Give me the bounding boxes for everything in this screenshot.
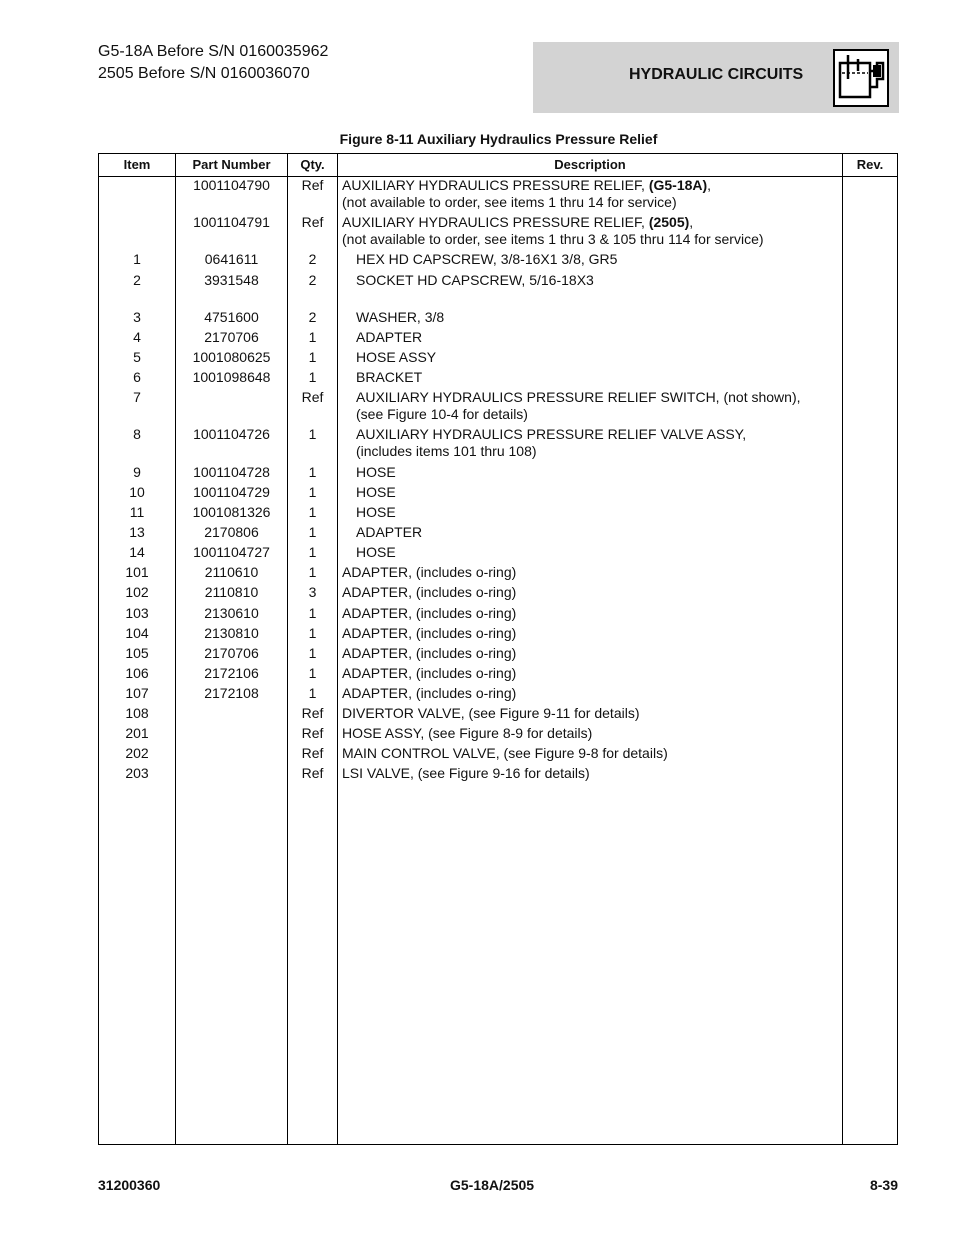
description-text: HOSE: [356, 544, 396, 560]
figure-title: Figure 8-11 Auxiliary Hydraulics Pressure Relief: [339, 131, 658, 147]
qty-cell: 2: [308, 272, 317, 288]
qty-cell: 1: [308, 464, 317, 480]
part-number-cell: 1001104728: [193, 464, 270, 480]
column-divider: [842, 154, 843, 1144]
description-line: [342, 725, 842, 742]
description-line: [356, 484, 856, 501]
item-cell: 7: [133, 389, 141, 405]
description-line: [356, 504, 856, 521]
description-line: [356, 544, 856, 561]
description-cell: [356, 309, 856, 326]
part-number-cell: 1001081326: [192, 504, 271, 520]
column-header-description: Description: [554, 157, 626, 172]
description-cell: [342, 605, 842, 622]
part-number-cell: 2170706: [204, 329, 259, 345]
description-line: [356, 309, 856, 326]
part-number-cell: 2172106: [204, 665, 259, 681]
model-serial-line-1: G5-18A Before S/N 0160035962: [98, 43, 329, 60]
description-line: [342, 564, 842, 581]
column-divider: [337, 154, 338, 1144]
description-cell: [356, 544, 856, 561]
description-cell: [356, 329, 856, 346]
description-text: HOSE: [356, 464, 396, 480]
part-number-cell: 2130810: [204, 625, 259, 641]
part-number-cell: 1001104790: [193, 177, 270, 193]
section-header-box: [533, 42, 899, 113]
item-cell: 2: [133, 272, 141, 288]
description-text: ADAPTER, (includes o-ring): [342, 645, 517, 661]
section-title: HYDRAULIC CIRCUITS: [629, 66, 804, 83]
qty-cell: 1: [308, 685, 317, 701]
model-serial-line-2: 2505 Before S/N 0160036070: [98, 65, 310, 82]
item-cell: 3: [133, 309, 141, 325]
description-text: AUXILIARY HYDRAULICS PRESSURE RELIEF SWITCH, (not shown),: [356, 389, 801, 405]
description-note: (see Figure 10-4 for details): [356, 406, 528, 422]
description-punctuation: ,: [707, 177, 712, 193]
description-cell: [356, 464, 856, 481]
description-line: [356, 426, 856, 443]
description-cell: [356, 426, 856, 460]
item-cell: 11: [129, 504, 145, 520]
item-cell: 6: [133, 369, 141, 385]
part-number-cell: 2110610: [204, 564, 259, 580]
description-text: DIVERTOR VALVE, (see Figure 9-11 for details): [342, 705, 640, 721]
item-cell: 9: [133, 464, 141, 480]
description-line: [356, 524, 856, 541]
description-line: [356, 389, 856, 406]
qty-cell: Ref: [301, 389, 324, 405]
part-number-cell: 2110810: [204, 584, 259, 600]
qty-cell: 1: [308, 329, 317, 345]
item-cell: 4: [133, 329, 141, 345]
column-header-item: Item: [123, 157, 151, 172]
item-cell: 13: [129, 524, 145, 540]
description-note: (not available to order, see items 1 thru 3 & 105 thru 114 for service): [342, 231, 764, 247]
qty-cell: 2: [308, 309, 317, 325]
part-number-cell: 2170706: [204, 645, 259, 661]
description-text: SOCKET HD CAPSCREW, 5/16-18X3: [356, 272, 594, 288]
item-cell: 104: [125, 625, 149, 641]
description-cell: [356, 251, 856, 268]
description-line: [342, 745, 842, 762]
description-line: [356, 329, 856, 346]
description-line: [356, 272, 856, 289]
footer-model: G5-18A/2505: [450, 1177, 535, 1193]
item-cell: 14: [129, 544, 145, 560]
qty-cell: 1: [308, 625, 317, 641]
part-number-cell: 0641611: [204, 251, 259, 267]
qty-cell: 1: [308, 564, 317, 580]
description-cell: [356, 369, 856, 386]
description-line: [356, 349, 856, 366]
hydraulic-tank-icon: [833, 49, 889, 107]
footer-doc-number: 31200360: [98, 1177, 161, 1193]
qty-cell: 1: [308, 605, 317, 621]
qty-cell: 2: [308, 251, 317, 267]
item-cell: 102: [125, 584, 149, 600]
description-line: [356, 369, 856, 386]
description-text: ADAPTER: [356, 524, 423, 540]
description-text: ADAPTER: [356, 329, 423, 345]
description-cell: [356, 504, 856, 521]
qty-cell: 1: [308, 645, 317, 661]
description-text: ADAPTER, (includes o-ring): [342, 564, 517, 580]
description-line: [356, 464, 856, 481]
item-cell: 1: [133, 251, 141, 267]
description-cell: [356, 272, 856, 289]
description-text: ADAPTER, (includes o-ring): [342, 605, 517, 621]
description-text: AUXILIARY HYDRAULICS PRESSURE RELIEF VALVE ASSY,: [356, 426, 747, 442]
qty-cell: Ref: [301, 765, 324, 781]
qty-cell: 1: [308, 369, 317, 385]
description-cell: [342, 765, 842, 782]
item-cell: 8: [133, 426, 141, 442]
item-cell: 103: [125, 605, 149, 621]
description-cell: [342, 625, 842, 642]
description-text: AUXILIARY HYDRAULICS PRESSURE RELIEF,: [342, 214, 649, 230]
description-line: [342, 584, 842, 601]
description-text: MAIN CONTROL VALVE, (see Figure 9-8 for details): [342, 745, 668, 761]
part-number-cell: 2170806: [204, 524, 259, 540]
description-text: LSI VALVE, (see Figure 9-16 for details): [342, 765, 590, 781]
description-text: WASHER, 3/8: [356, 309, 445, 325]
item-cell: 201: [125, 725, 149, 741]
item-cell: 101: [125, 564, 149, 580]
description-cell: [342, 645, 842, 662]
part-number-cell: 1001104791: [193, 214, 270, 230]
description-cell: [342, 745, 842, 762]
description-line: [342, 605, 842, 622]
description-line: [342, 645, 842, 662]
part-number-cell: 3931548: [204, 272, 259, 288]
part-number-cell: 1001104727: [193, 544, 270, 560]
qty-cell: 1: [308, 524, 317, 540]
item-cell: 108: [125, 705, 149, 721]
description-cell: [342, 177, 842, 211]
qty-cell: Ref: [301, 177, 324, 193]
part-number-cell: 4751600: [204, 309, 259, 325]
description-text: ADAPTER, (includes o-ring): [342, 584, 517, 600]
item-cell: 106: [125, 665, 149, 681]
model-designation: (2505): [648, 214, 690, 230]
qty-cell: Ref: [301, 725, 324, 741]
description-line: [342, 214, 842, 231]
item-cell: 202: [125, 745, 149, 761]
part-number-cell: 2130610: [204, 605, 259, 621]
item-cell: 105: [125, 645, 149, 661]
qty-cell: 1: [308, 426, 317, 442]
column-header-part-number: Part Number: [192, 157, 271, 172]
description-cell: [342, 214, 842, 248]
qty-cell: 1: [308, 349, 317, 365]
description-line: [342, 665, 842, 682]
description-line: [342, 765, 842, 782]
qty-cell: Ref: [301, 214, 324, 230]
description-cell: [356, 524, 856, 541]
description-cell: [356, 484, 856, 501]
description-text: HOSE ASSY, (see Figure 8-9 for details): [342, 725, 593, 741]
item-cell: 107: [125, 685, 149, 701]
description-text: ADAPTER, (includes o-ring): [342, 685, 517, 701]
description-cell: [342, 705, 842, 722]
description-cell: [342, 725, 842, 742]
part-number-cell: 1001104726: [193, 426, 270, 442]
description-text: AUXILIARY HYDRAULICS PRESSURE RELIEF,: [342, 177, 649, 193]
description-line: [356, 251, 856, 268]
column-header-qty: Qty.: [300, 157, 325, 172]
model-designation: (G5-18A): [648, 177, 708, 193]
description-cell: [342, 584, 842, 601]
part-number-cell: 1001104729: [193, 484, 270, 500]
qty-cell: Ref: [301, 745, 324, 761]
description-text: BRACKET: [356, 369, 423, 385]
description-line: [342, 705, 842, 722]
part-number-cell: 1001080625: [192, 349, 271, 365]
description-text: HOSE: [356, 484, 396, 500]
description-line: [342, 625, 842, 642]
item-cell: 10: [129, 484, 145, 500]
parts-table: [98, 153, 898, 1145]
description-text: HEX HD CAPSCREW, 3/8-16X1 3/8, GR5: [356, 251, 618, 267]
description-line: [342, 685, 842, 702]
description-text: HOSE ASSY: [356, 349, 437, 365]
qty-cell: 1: [308, 484, 317, 500]
part-number-cell: 1001098648: [192, 369, 271, 385]
description-cell: [342, 564, 842, 581]
qty-cell: 1: [308, 504, 317, 520]
description-punctuation: ,: [689, 214, 694, 230]
item-cell: 203: [125, 765, 149, 781]
description-text: HOSE: [356, 504, 396, 520]
description-cell: [342, 665, 842, 682]
description-note: (not available to order, see items 1 thru 14 for service): [342, 194, 677, 210]
qty-cell: Ref: [301, 705, 324, 721]
part-number-cell: 2172108: [204, 685, 259, 701]
qty-cell: 3: [308, 584, 317, 600]
description-text: ADAPTER, (includes o-ring): [342, 665, 517, 681]
description-cell: [356, 389, 856, 423]
description-cell: [342, 685, 842, 702]
qty-cell: 1: [308, 665, 317, 681]
description-text: ADAPTER, (includes o-ring): [342, 625, 517, 641]
column-header-rev: Rev.: [856, 157, 884, 172]
footer-page-number: 8-39: [869, 1177, 898, 1193]
description-line: [342, 177, 842, 194]
description-cell: [356, 349, 856, 366]
description-note: (includes items 101 thru 108): [356, 443, 537, 459]
item-cell: 5: [133, 349, 141, 365]
qty-cell: 1: [308, 544, 317, 560]
